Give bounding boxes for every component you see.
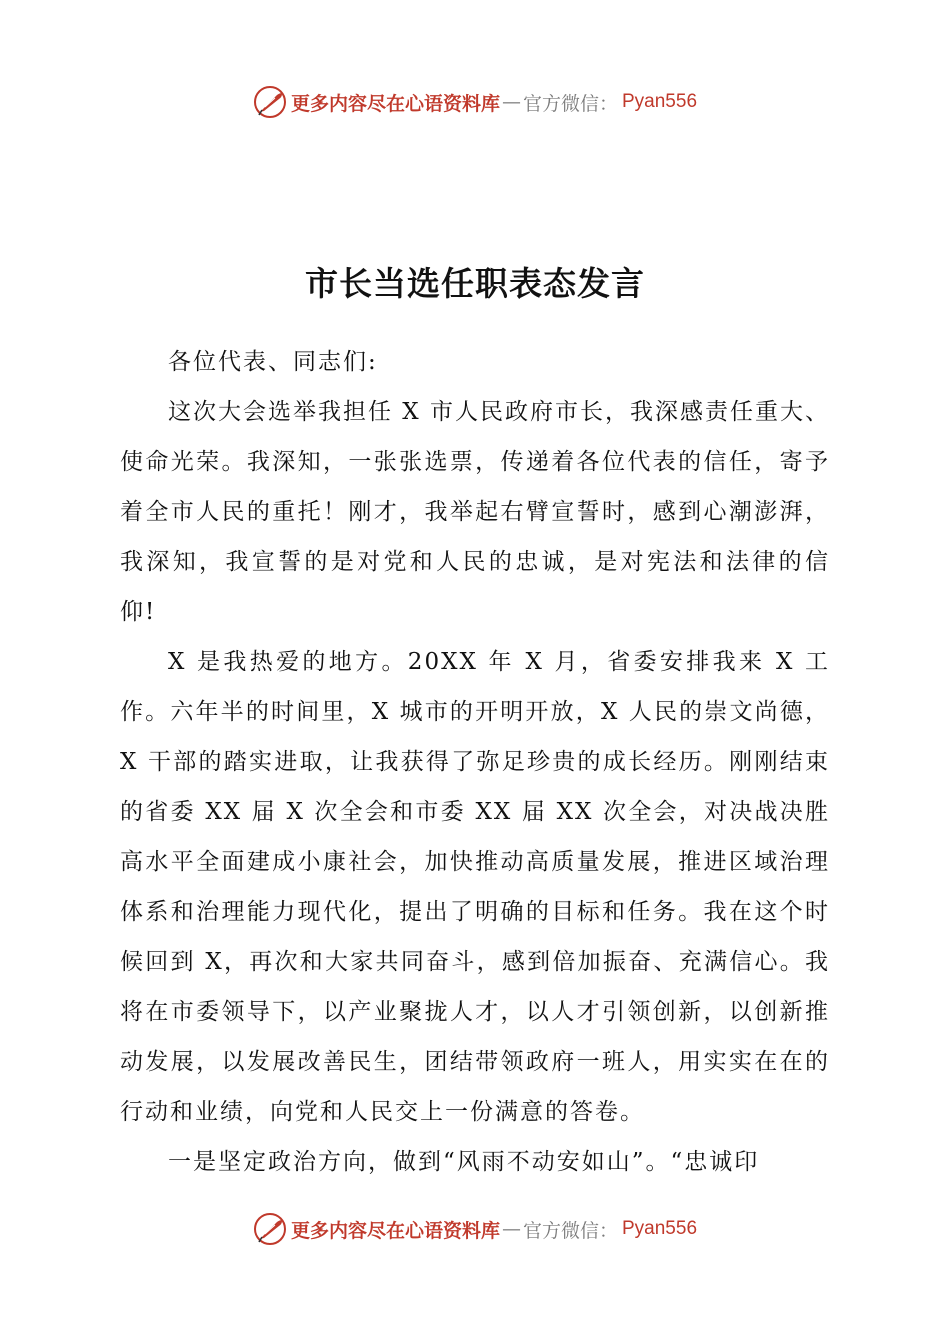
banner-main-text: 更多内容尽在心语资料库	[290, 92, 500, 115]
banner-channel-label: 官方微信：	[522, 1219, 618, 1242]
paragraph-3: 一是坚定政治方向，做到“风雨不动安如山”。“忠诚印	[168, 1149, 760, 1175]
document-body	[120, 337, 830, 1187]
header-banner	[0, 82, 950, 122]
banner-separator: —	[501, 1218, 521, 1240]
banner-separator: —	[501, 91, 521, 113]
footer-banner	[0, 1209, 950, 1249]
banner-account-id: Pyan556	[622, 91, 698, 112]
paragraph-2: X 是我热爱的地方。20XX 年 X 月，省委安排我来 X 工作。六年半的时间里，X 城市的开明开放，X 人民的崇文尚德，X 干部的踏实进取，让我获得了弥足珍贵的成长经历。刚刚结束的省委 XX 届 X 次全会和市委 XX 届 XX 次全会，对决战决胜高水平全面建成小康社会，加快推动高质量发展，推进区域治理体系和治理能力现代化，提出了明确的目标和任务。我在这个时候回到 X，再次和大家共同奋斗，感到倍加振奋、充满信心。我将在市委领导下，以产业聚拢人才，以人才引领创新，以创新推动发展，以发展改善民生，团结带领政府一班人，用实实在在的行动和业绩，向党和人民交上一份满意的答卷。	[120, 649, 830, 1125]
greeting-line: 各位代表、同志们:	[168, 349, 378, 375]
banner-channel-label: 官方微信：	[522, 92, 618, 115]
banner-main-text: 更多内容尽在心语资料库	[290, 1219, 500, 1242]
document-title: 市长当选任职表态发言	[305, 264, 645, 303]
quill-pen-logo-icon	[253, 1212, 287, 1246]
quill-pen-logo-icon	[253, 85, 287, 119]
banner-account-id: Pyan556	[622, 1218, 698, 1239]
paragraph-1: 这次大会选举我担任 X 市人民政府市长，我深感责任重大、使命光荣。我深知，一张张选票，传递着各位代表的信任，寄予着全市人民的重托！刚才，我举起右臂宣誓时，感到心潮澎湃，我深知，我宣誓的是对党和人民的忠诚，是对宪法和法律的信仰!	[120, 399, 830, 625]
